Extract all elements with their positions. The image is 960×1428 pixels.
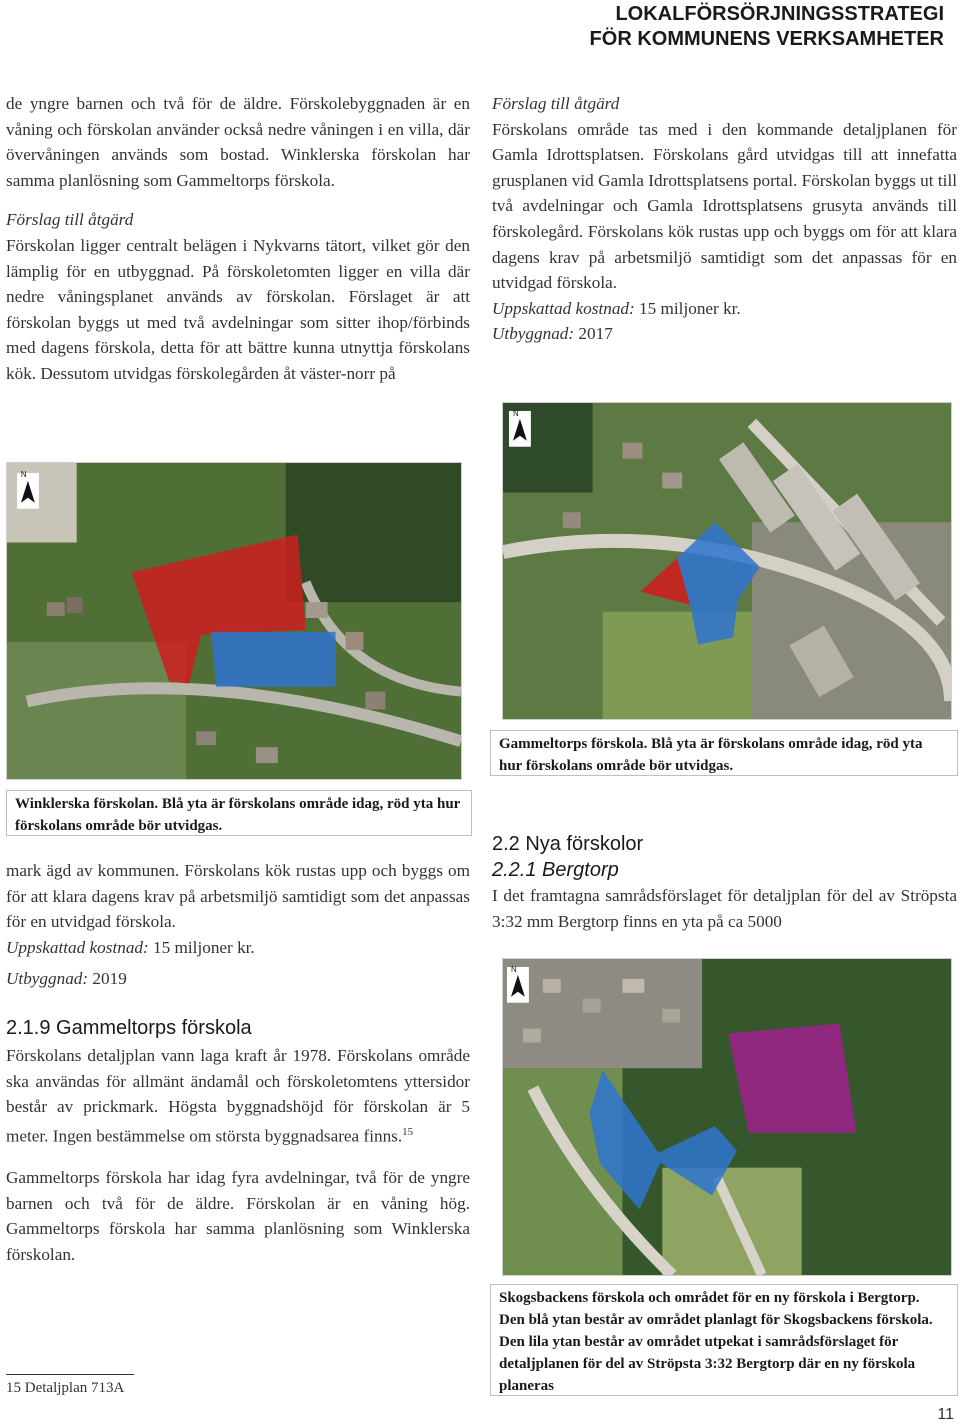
proposal-label-right: Förslag till åtgärd bbox=[492, 94, 620, 113]
proposal-label: Förslag till åtgärd bbox=[6, 210, 134, 230]
caption-bergtorp: Skogsbackens förskola och området för en ny förskola i Bergtorp. Den blå ytan består av området planlagt för Skogsbackens förskola. Den lila ytan består av området utpekat i samrådsförslaget för detaljplanen för del av Ströpsta 3:32 Bergtorp där en ny förskola planeras bbox=[490, 1284, 958, 1396]
cost-value-gammeltorp: 15 miljoner kr. bbox=[634, 298, 741, 318]
build-label-winklerska: Utbyggnad: bbox=[6, 969, 89, 989]
aerial-map-winklerska bbox=[6, 462, 462, 780]
caption-gammeltorp: Gammeltorps förskola. Blå yta är förskolans område idag, röd yta hur förskolans område bör utvidgas. bbox=[490, 730, 958, 776]
footnote-rule bbox=[6, 1374, 134, 1375]
header-line-2: FÖR KOMMUNENS VERKSAMHETER bbox=[589, 28, 944, 50]
bergtorp-text bbox=[492, 883, 957, 934]
left-mid-text bbox=[6, 858, 470, 992]
aerial-image-bergtorp bbox=[503, 959, 951, 1275]
aerial-image-gammeltorp bbox=[503, 403, 951, 719]
north-label: N bbox=[512, 408, 519, 418]
footnote-ref: 15 bbox=[402, 1125, 414, 1138]
cost-value-winklerska: 15 miljoner kr. bbox=[148, 937, 255, 957]
winklerska-current-area bbox=[211, 632, 335, 687]
gammeltorp-paragraph-1: Förskolans detaljplan vann laga kraft år 1978. Förskolans område ska användas för allmänt ändamål och förskoletomtens yttersidor består av prickmark. Högsta byggnadshöjd för förskolan är 5 meter. Ingen bestämmelse om största byggnadsarea finns. bbox=[6, 1046, 470, 1146]
north-label: N bbox=[20, 469, 27, 479]
proposal-paragraph-right: Förskolans område tas med i den kommande detaljplanen för Gamla Idrottsplatsen. Förskolans gård utvidgas till att innefatta grusplanen vid Gamla Idrottsplatsens portal. Förskolan byggs ut till två avdelningar och Gamla Idrottsplatsens grusyta används till förskolegård. Förskolans kök rustas upp och byggs om för att klara dagens krav på arbetsmiljö samtidigt som det anpassas för en utvidgad förskola. bbox=[492, 119, 957, 293]
north-label: N bbox=[510, 964, 517, 974]
left-top-text bbox=[6, 91, 470, 387]
header-line-1: LOKALFÖRSÖRJNINGSSTRATEGI bbox=[615, 3, 944, 25]
footnote: 15 Detaljplan 713A bbox=[6, 1380, 125, 1396]
heading-new-preschools: 2.2 Nya förskolor bbox=[492, 833, 644, 855]
page-number: 11 bbox=[937, 1406, 954, 1423]
caption-winklerska: Winklerska förskolan. Blå yta är förskolans område idag, röd yta hur förskolans område bör utvidgas. bbox=[6, 790, 472, 836]
bergtorp-paragraph: I det framtagna samrådsförslaget för detaljplan för del av Ströpsta 3:32 mm Bergtorp finns en yta på ca 5000 bbox=[492, 886, 957, 931]
intro-paragraph: de yngre barnen och två för de äldre. Förskolebyggnaden är en våning och förskolan använder också nedre våningen i en villa, där övervåningen används som bostad. Winklerska förskolan har samma planlösning som Gammeltorps förskola. bbox=[6, 94, 470, 190]
right-top-text bbox=[492, 91, 957, 347]
bergtorp-planned-area bbox=[728, 1024, 856, 1133]
gammeltorp-paragraph-2: Gammeltorps förskola har idag fyra avdelningar, två för de yngre barnen och två för de äldre. Förskolan är en våning hög. Gammeltorps förskola har samma planlösning som Winklerska förskolan. bbox=[6, 1168, 470, 1264]
document-header bbox=[590, 2, 944, 52]
proposal-paragraph: Förskolan ligger centralt belägen i Nykvarns tätort, vilket gör den lämplig för en utbyggnad. På förskoletomten ligger en villa där nedre våningsplanet används av förskolan. Förslaget är att förskolan byggs ut med två avdelningar som sitter ihop/förbinds med dagens förskola, detta för att bättre kunna utnyttja förskolans kök. Dessutom utvidgas förskolegården åt väster-norr på bbox=[6, 235, 470, 383]
cost-label-winklerska: Uppskattad kostnad: bbox=[6, 937, 149, 957]
build-label-gammeltorp: Utbyggnad: bbox=[492, 324, 575, 344]
aerial-map-gammeltorp bbox=[502, 402, 952, 720]
aerial-map-bergtorp bbox=[502, 958, 952, 1276]
gammeltorp-text bbox=[6, 1043, 470, 1267]
heading-gammeltorp: 2.1.9 Gammeltorps förskola bbox=[6, 1017, 252, 1039]
heading-bergtorp: 2.2.1 Bergtorp bbox=[492, 859, 619, 881]
aerial-image-winklerska bbox=[7, 463, 461, 779]
build-value-winklerska: 2019 bbox=[88, 969, 127, 989]
cost-label-gammeltorp: Uppskattad kostnad: bbox=[492, 298, 635, 318]
continuation-paragraph: mark ägd av kommunen. Förskolans kök rustas upp och byggs om för att klara dagens krav på arbetsmiljö samtidigt som det anpassas för en utvidgad förskola. bbox=[6, 861, 470, 932]
build-value-gammeltorp: 2017 bbox=[574, 324, 613, 344]
